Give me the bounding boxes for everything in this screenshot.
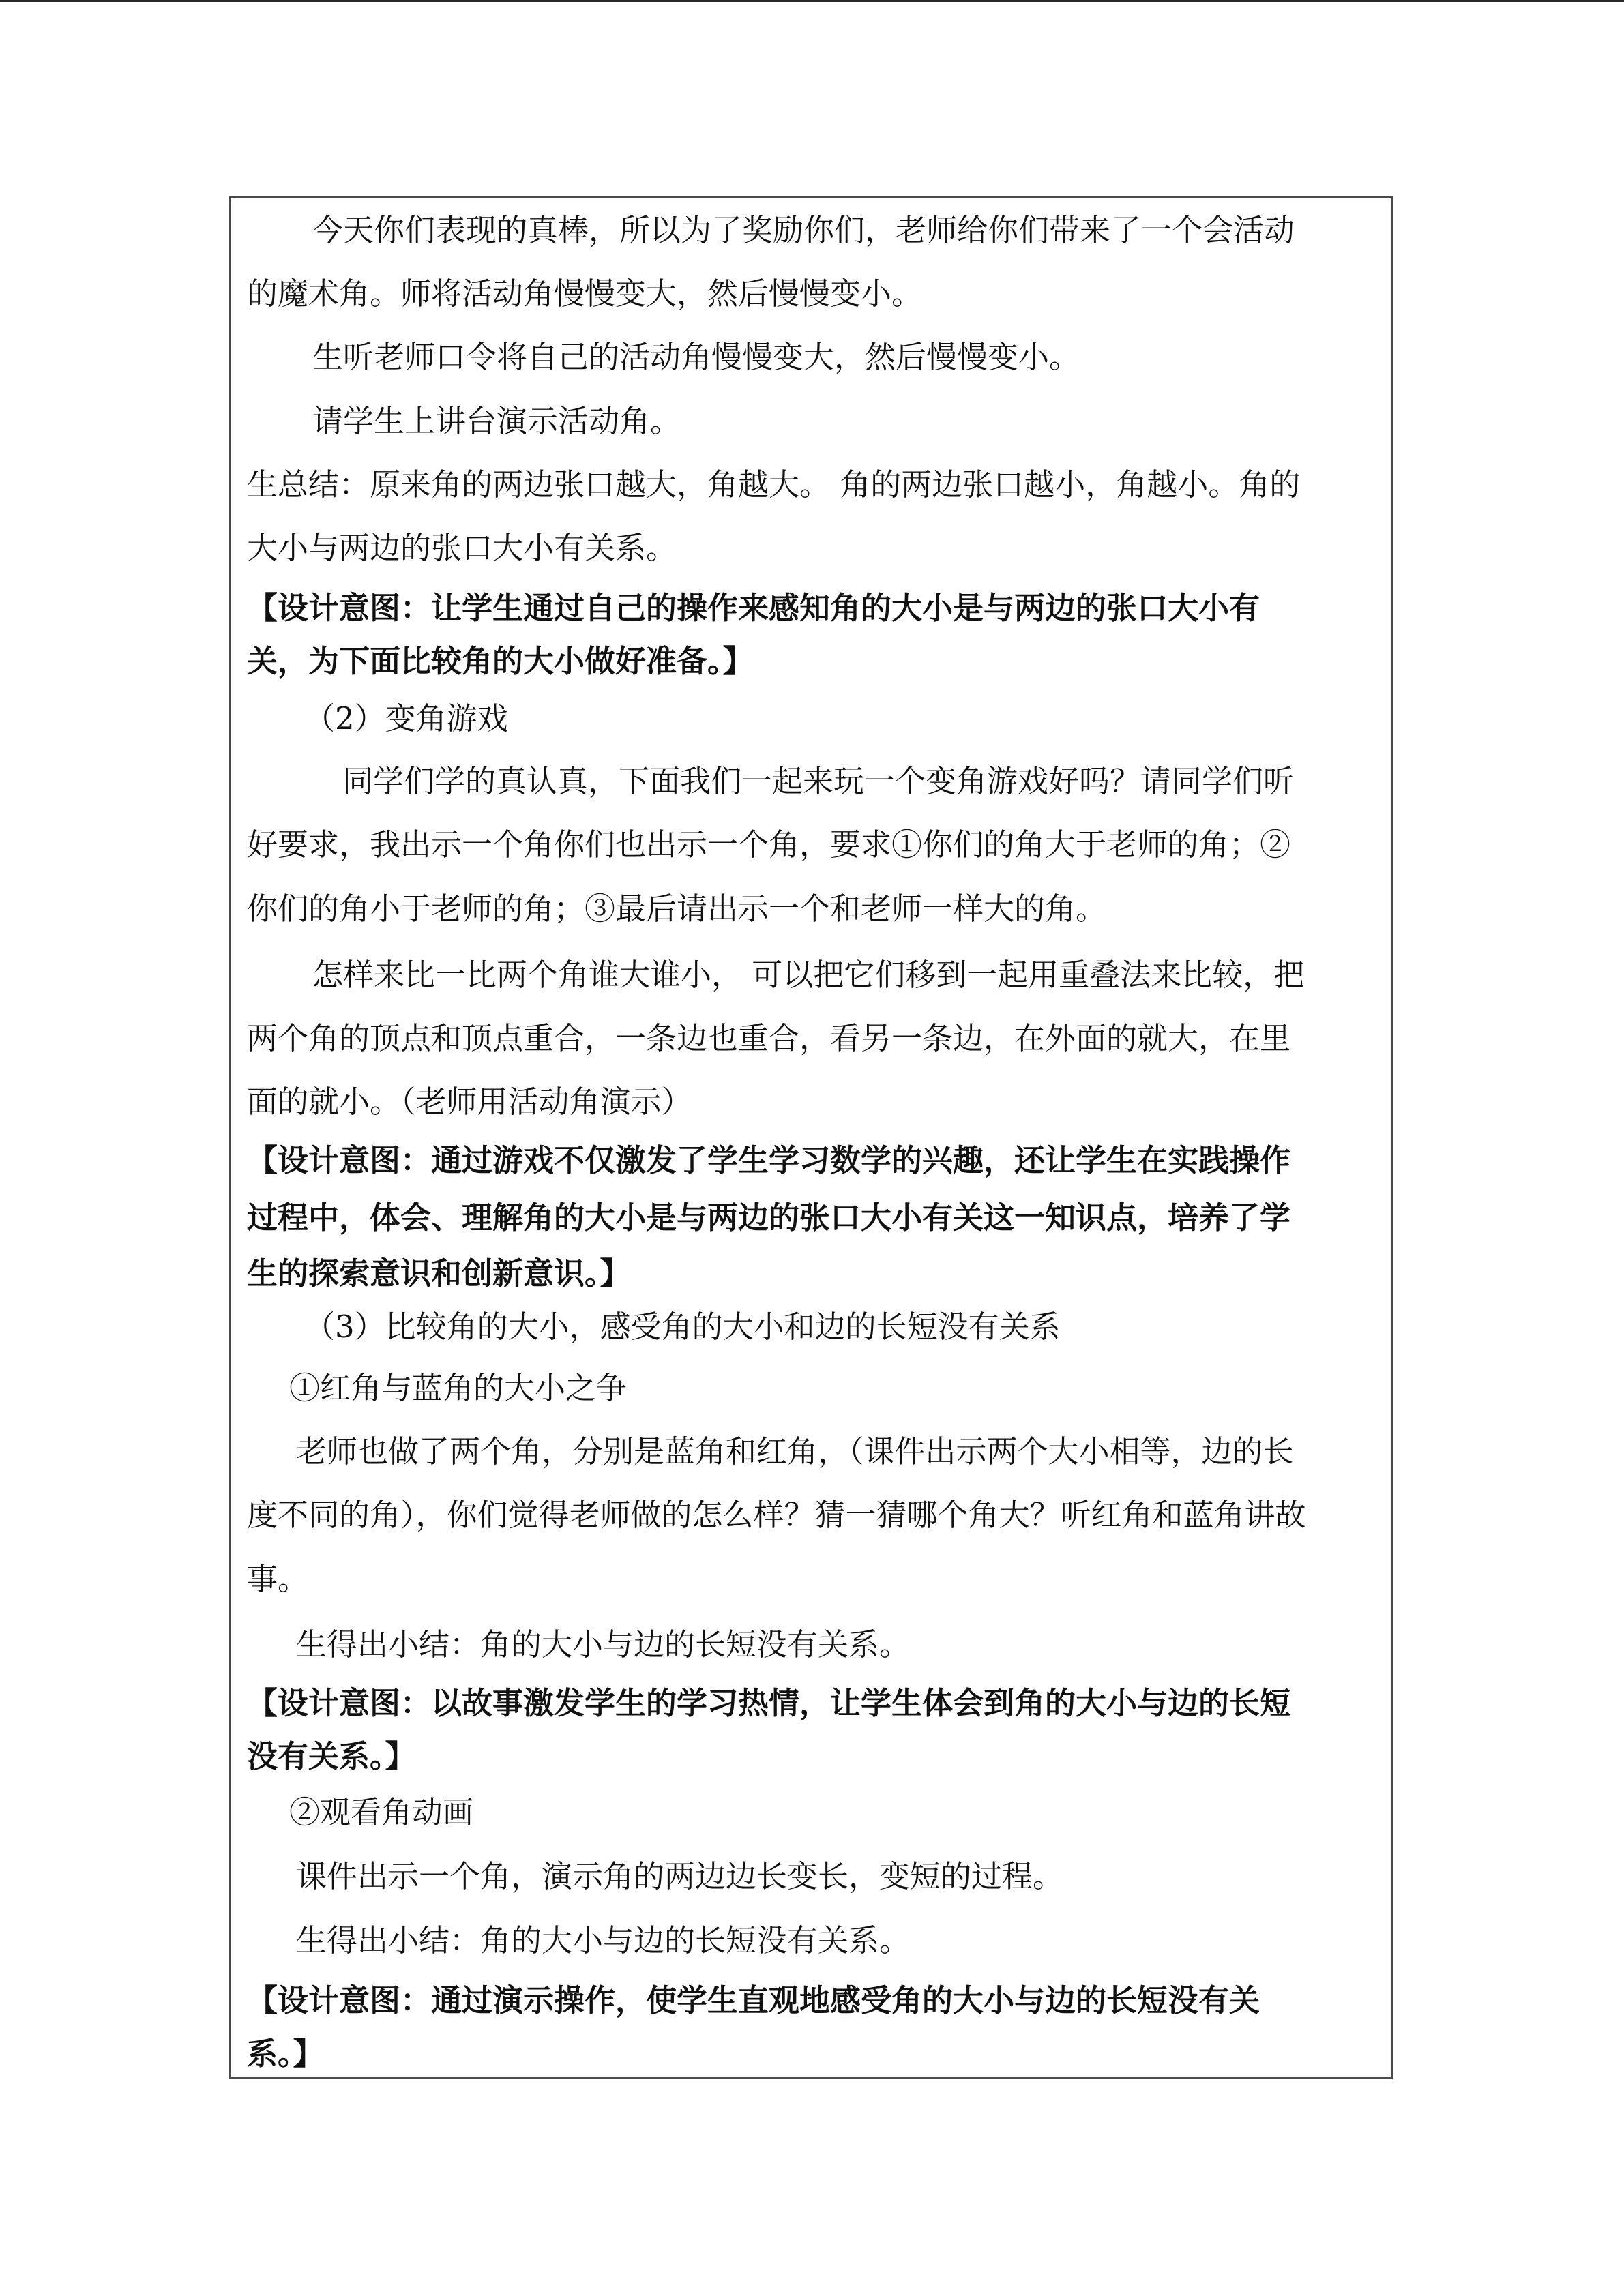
design-intent-line: 生的探索意识和创新意识。】 (247, 1255, 631, 1292)
design-intent-line: 系。】 (247, 2036, 324, 2072)
text-line: 生听老师口令将自己的活动角慢慢变大，然后慢慢变小。 (312, 339, 1080, 375)
page-top-edge (0, 0, 1624, 2)
text-line: 好要求，我出示一个角你们也出示一个角，要求①你们的角大于老师的角；② (247, 826, 1291, 863)
text-line: （3）比较角的大小，感受角的大小和边的长短没有关系 (304, 1309, 1061, 1345)
text-line: 生得出小结：角的大小与边的长短没有关系。 (296, 1922, 911, 1958)
design-intent-line: 【设计意图：以故事激发学生的学习热情，让学生体会到角的大小与边的长短 (247, 1685, 1291, 1721)
design-intent-line: 【设计意图：通过演示操作，使学生直观地感受角的大小与边的长短没有关 (247, 1982, 1260, 2018)
text-line: 请学生上讲台演示活动角。 (312, 403, 681, 439)
text-line: 的魔术角。师将活动角慢慢变大，然后慢慢变小。 (247, 275, 923, 312)
text-line: 生得出小结：角的大小与边的长短没有关系。 (296, 1626, 911, 1663)
text-line: 怎样来比一比两个角谁大谁小， 可以把它们移到一起用重叠法来比较，把 (312, 957, 1305, 993)
design-intent-line: 【设计意图：通过游戏不仅激发了学生学习数学的兴趣，还让学生在实践操作 (247, 1142, 1291, 1178)
text-line: ②观看角动画 (289, 1794, 474, 1830)
text-line: 面的就小。（老师用活动角演示） (247, 1084, 692, 1120)
text-line: 事。 (247, 1561, 309, 1597)
design-intent-line: 关，为下面比较角的大小做好准备。】 (247, 643, 754, 679)
text-line: 大小与两边的张口大小有关系。 (247, 530, 677, 566)
text-line: 今天你们表现的真棒，所以为了奖励你们，老师给你们带来了一个会活动 (312, 212, 1295, 248)
design-intent-line: 过程中，体会、理解角的大小是与两边的张口大小有关这一知识点，培养了学 (247, 1199, 1291, 1236)
text-line: 度不同的角），你们觉得老师做的怎么样？猜一猜哪个角大？听红角和蓝角讲故 (247, 1497, 1306, 1533)
text-line: ①红角与蓝角的大小之争 (289, 1370, 628, 1406)
text-line: 课件出示一个角，演示角的两边边长变长，变短的过程。 (296, 1858, 1064, 1894)
design-intent-line: 【设计意图：让学生通过自己的操作来感知角的大小是与两边的张口大小有 (247, 590, 1260, 626)
design-intent-line: 没有关系。】 (247, 1738, 416, 1774)
text-line: 你们的角小于老师的角；③最后请出示一个和老师一样大的角。 (247, 891, 1107, 927)
text-line: 老师也做了两个角，分别是蓝角和红角，（课件出示两个大小相等，边的长 (296, 1433, 1294, 1470)
text-line: 生总结：原来角的两边张口越大，角越大。 角的两边张口越小，角越小。角的 (247, 466, 1301, 503)
text-line: （2）变角游戏 (304, 700, 508, 736)
text-line: 两个角的顶点和顶点重合，一条边也重合，看另一条边，在外面的就大，在里 (247, 1020, 1291, 1056)
text-line: 同学们学的真认真，下面我们一起来玩一个变角游戏好吗？请同学们听 (342, 763, 1295, 799)
